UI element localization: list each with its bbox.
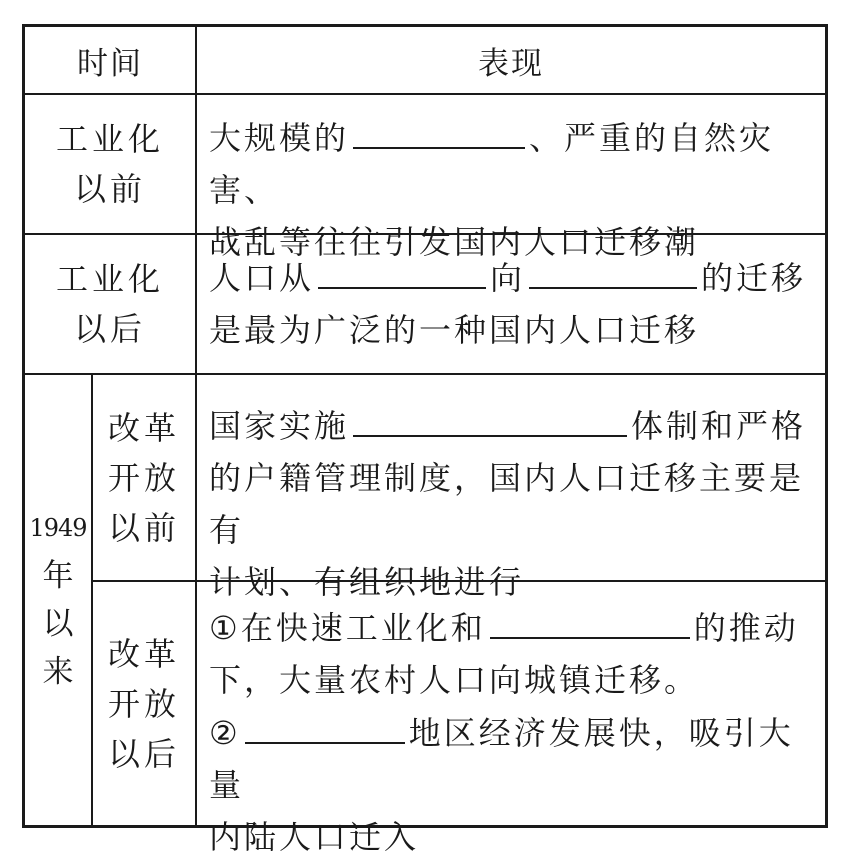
label-line: 以后 (107, 734, 180, 773)
label-line: 工业化 (55, 260, 164, 298)
content-line: 下，大量农村人口向城镇迁移。 (209, 661, 700, 699)
label-line: 以前 (73, 170, 146, 208)
content-line (209, 111, 811, 216)
content-line: 内陆人口迁入 (209, 818, 420, 856)
year-number: 1949 (29, 514, 87, 542)
content-text: 的推动 (693, 609, 799, 647)
content-text: ② (209, 714, 241, 752)
pre-reform-content (197, 399, 825, 601)
content-line (209, 601, 811, 654)
label-line: 开放 (107, 458, 180, 497)
fill-blank (318, 251, 486, 289)
year-char: 来 (42, 654, 74, 690)
post-reform-content (197, 601, 825, 856)
content-text: 国家实施 (209, 407, 350, 445)
content-line: 的户籍管理制度，国内人口迁移主要是有 (209, 459, 805, 549)
label-line: 开放 (107, 684, 180, 723)
content-line (209, 399, 811, 452)
migration-table (22, 24, 828, 856)
content-text: 人口从 (209, 259, 315, 297)
header-time (25, 27, 195, 93)
content-line (209, 251, 811, 304)
content-text: ①在快速工业化和 (209, 609, 486, 647)
pre-reform-label (93, 375, 195, 580)
content-text: 大规模的 (209, 119, 350, 157)
content-text: 的迁移 (701, 259, 807, 297)
fill-blank (529, 251, 697, 289)
header-manifest-text: 表现 (478, 45, 544, 82)
content-line: 是最为广泛的一种国内人口迁移 (209, 311, 700, 349)
content-line: 战乱等往往引发国内人口迁移潮 (209, 223, 700, 261)
row-pre-industrial-label (25, 95, 195, 233)
header-time-text: 时间 (77, 45, 143, 82)
content-text: 向 (490, 259, 526, 297)
fill-blank (353, 399, 627, 437)
content-text: 体制和严格 (631, 407, 807, 445)
label-line: 工业化 (55, 120, 164, 158)
label-line: 改革 (107, 408, 180, 447)
row-post-industrial-content (197, 251, 825, 371)
since-1949-label (25, 375, 91, 825)
label-line: 改革 (107, 634, 180, 673)
label-line: 以前 (107, 508, 180, 547)
content-line: 计划、有组织地进行 (209, 563, 525, 601)
content-text: 、严重的自然灾害、 (209, 119, 775, 209)
row-pre-industrial-content (197, 111, 825, 261)
post-reform-label (93, 582, 195, 825)
row-post-industrial-label (25, 235, 195, 373)
content-text: 地区经济发展快，吸引大量 (209, 714, 794, 804)
content-line (209, 706, 811, 811)
header-manifest (197, 27, 825, 93)
fill-blank (490, 601, 690, 639)
year-char: 以 (42, 606, 74, 642)
year-char: 年 (42, 558, 74, 594)
fill-blank (245, 706, 405, 744)
label-line: 以后 (73, 310, 146, 348)
fill-blank (353, 111, 525, 149)
